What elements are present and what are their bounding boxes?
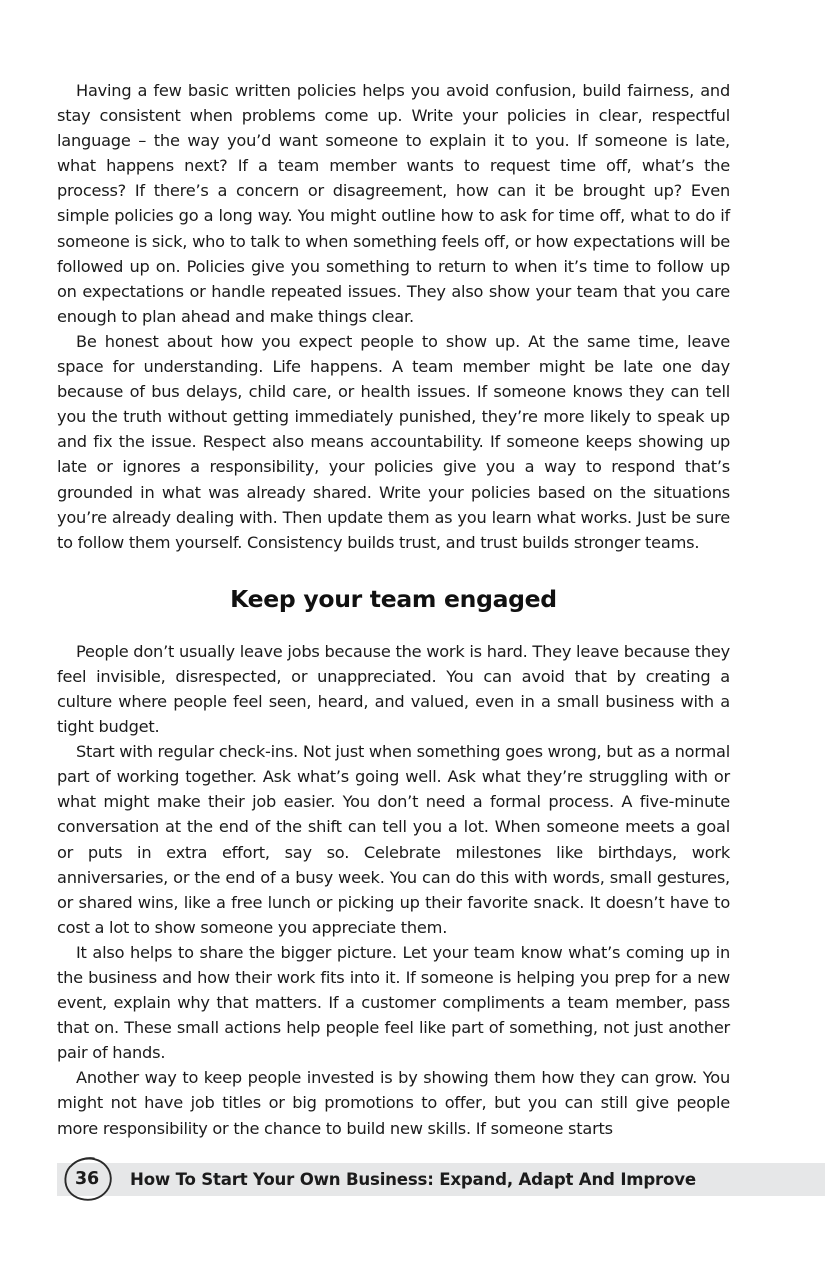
paragraph-why-people-leave: People don’t usually leave jobs because the work is hard. They leave because they feel invisible, disrespected, or unappreciated. You can avoid that by creating a culture where people feel seen, heard, and valued, even in a small business with a tight budget. bbox=[57, 641, 730, 737]
page-number-badge bbox=[59, 1154, 115, 1204]
paragraph-growth-opportunities: Another way to keep people invested is by showing them how they can grow. You might not have job titles or big promotions to offer, but you can still give people more responsibility or the chance to build new skills. If someone starts bbox=[57, 1068, 730, 1138]
section-heading-keep-your-team-engaged: Keep your team engaged bbox=[230, 584, 557, 613]
paragraph-honesty-and-respect: Be honest about how you expect people to show up. At the same time, leave space for understanding. Life happens. A team member might be late one day because of bus delays, child care, or health issues. If someone knows they can tell you the truth without getting immediately punished, they’re more likely to speak up and fix the issue. Respect also means accountability. If someone keeps showing up late or ignores a responsibility, your policies give you a way to respond that’s grounded in what was already shared. Write your policies based on the situations you’re already dealing with. Then update them as you learn what works. Just be sure to follow them yourself. Consistency builds trust, and trust builds stronger teams. bbox=[57, 331, 730, 552]
page-content-column bbox=[57, 78, 730, 1141]
paragraph-share-bigger-picture: It also helps to share the bigger picture. Let your team know what’s coming up in the business and how their work fits into it. If someone is helping you prep for a new event, explain why that matters. If a customer compliments a team member, pass that on. These small actions help people feel like part of something, not just another pair of hands. bbox=[57, 942, 730, 1063]
page-footer-band bbox=[57, 1163, 825, 1196]
footer-book-title: How To Start Your Own Business: Expand, Adapt And Improve bbox=[130, 1170, 696, 1189]
paragraph-policies-intro: Having a few basic written policies helps you avoid confusion, build fairness, and stay consistent when problems come up. Write your policies in clear, respectful language – the way you’d want someone to explain it to you. If someone is late, what happens next? If a team member wants to request time off, what’s the process? If there’s a concern or disagreement, how can it be brought up? Even simple policies go a long way. You might outline how to ask for time off, what to do if someone is sick, who to talk to when something feels off, or how expectations will be followed up on. Policies give you something to return to when it’s time to follow up on expectations or handle repeated issues. They also show your team that you care enough to plan ahead and make things clear. bbox=[57, 81, 730, 326]
paragraph-regular-check-ins: Start with regular check-ins. Not just when something goes wrong, but as a normal part of working together. Ask what’s going well. Ask what they’re struggling with or what might make their job easier. You don’t need a formal process. A five-minute conversation at the end of the shift can tell you a lot. When someone meets a goal or puts in extra effort, say so. Celebrate milestones like birthdays, work anniversaries, or the end of a busy week. You can do this with words, small gestures, or shared wins, like a free lunch or picking up their favorite snack. It doesn’t have to cost a lot to show someone you appreciate them. bbox=[57, 742, 730, 937]
page-number-value: 36 bbox=[75, 1169, 99, 1189]
